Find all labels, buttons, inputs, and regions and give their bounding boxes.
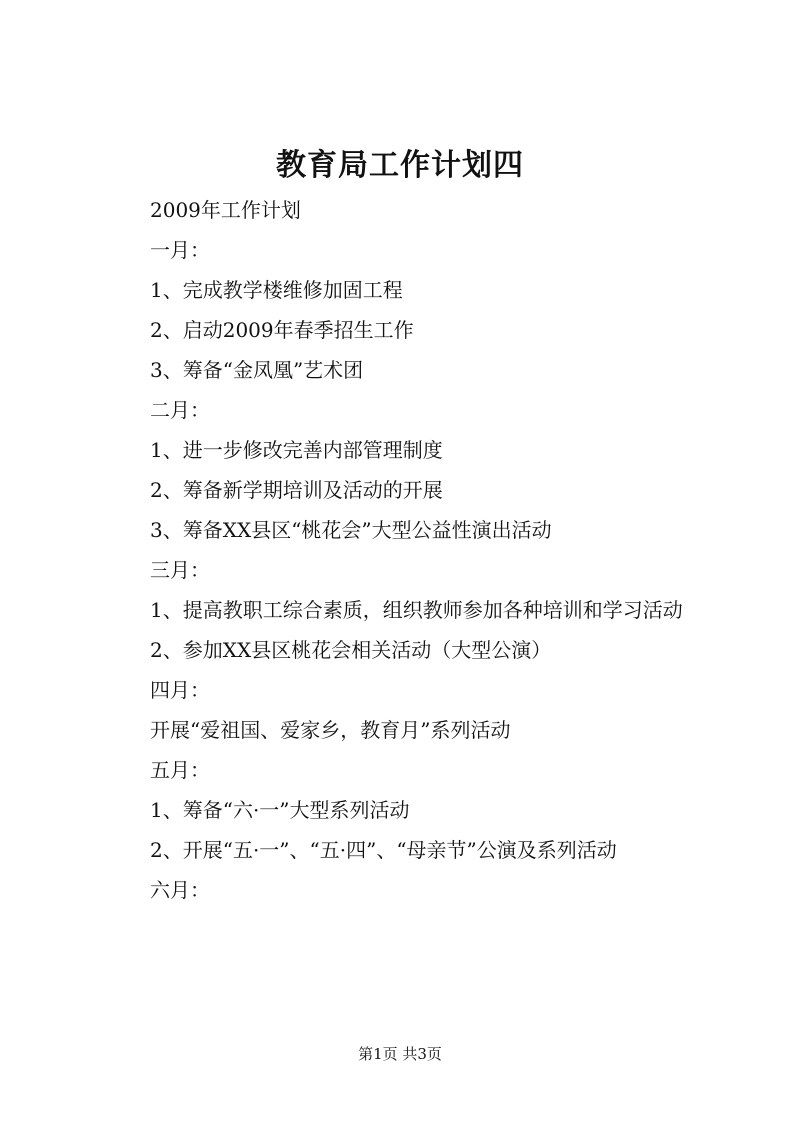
paragraph: 2、开展“五·一”、“五·四”、“母亲节”公演及系列活动 [150, 838, 617, 862]
paragraph: 三月： [150, 558, 210, 582]
paragraph: 六月： [150, 878, 210, 902]
paragraph: 3、筹备“金凤凰”艺术团 [150, 358, 364, 382]
paragraph: 2、参加XX县区桃花会相关活动（大型公演） [150, 638, 552, 662]
paragraph: 四月： [150, 678, 210, 702]
paragraph: 一月： [150, 238, 210, 262]
paragraph: 3、筹备XX县区“桃花会”大型公益性演出活动 [150, 518, 552, 542]
paragraph: 1、提高教职工综合素质，组织教师参加各种培训和学习活动 [150, 598, 683, 622]
paragraph: 开展“爱祖国、爱家乡，教育月”系列活动 [150, 718, 511, 742]
paragraph: 1、筹备“六·一”大型系列活动 [150, 798, 410, 822]
paragraph: 2、启动2009年春季招生工作 [150, 318, 414, 342]
paragraph: 1、完成教学楼维修加固工程 [150, 278, 403, 302]
paragraph: 五月： [150, 758, 210, 782]
paragraph: 二月： [150, 398, 210, 422]
paragraph: 1、进一步修改完善内部管理制度 [150, 438, 443, 462]
document-body [110, 190, 706, 910]
paragraph: 2、筹备新学期培训及活动的开展 [150, 478, 443, 502]
page-title: 教育局工作计划四 [276, 148, 524, 183]
paragraph: 2009年工作计划 [150, 198, 301, 222]
page-footer: 第1页 共3页 [358, 1045, 442, 1063]
